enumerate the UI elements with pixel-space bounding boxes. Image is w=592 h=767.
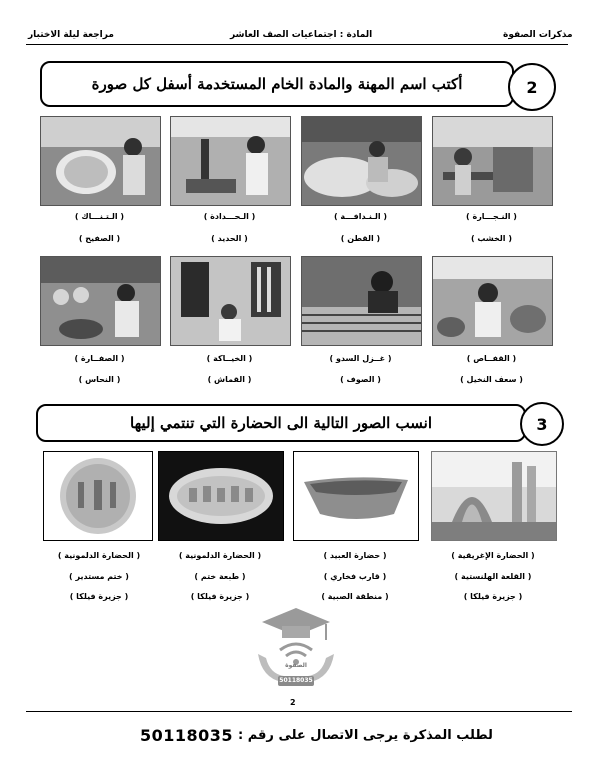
- photo-tailoring: [170, 256, 291, 346]
- caption-job-5: ( القفــاص ): [466, 354, 517, 363]
- caption-job-4: ( الـتـنـــاك ): [74, 212, 125, 221]
- q3-caption-3-artifact: ( طبعة ختم ): [194, 572, 246, 581]
- caption-material-8: ( النحاس ): [78, 375, 121, 384]
- photo-blacksmith: [170, 116, 291, 206]
- watermark-name: الصفوة: [285, 662, 307, 669]
- q2-title-banner: [40, 61, 514, 107]
- footer-phone: 50118035: [140, 726, 234, 745]
- page-number: 2: [290, 698, 296, 707]
- caption-material-4: ( الصفيح ): [78, 234, 121, 243]
- caption-material-5: ( سعف النخيل ): [460, 375, 523, 384]
- photo-cotton-carding: [301, 116, 422, 206]
- q3-caption-2-location: ( منطقة الصبية ): [321, 592, 389, 601]
- q3-caption-1-artifact: ( القلعة الهلنستية ): [454, 572, 532, 581]
- photo-carpentry: [432, 116, 553, 206]
- caption-job-1: ( النـجـــارة ): [466, 212, 517, 221]
- header-left: مراجعة ليلة الاختبار: [28, 30, 114, 40]
- q3-number-badge: [520, 402, 564, 446]
- q3-caption-4-civilization: ( الحضارة الدلمونية ): [57, 551, 141, 560]
- q3-number: 3: [536, 414, 548, 434]
- caption-job-3: ( الـحـــدادة ): [203, 212, 256, 221]
- q3-title: انسب الصور التالية الى الحضارة التي تنتمي إليها: [130, 414, 432, 432]
- caption-material-6: ( الصوف ): [340, 375, 381, 384]
- header-rule: [26, 44, 568, 45]
- artifact-seal-impression: [158, 451, 284, 541]
- photo-sadu-weaving: [301, 256, 422, 346]
- footer-rule: [26, 711, 572, 712]
- caption-job-2: ( الـنـدافـــة ): [333, 212, 388, 221]
- header-right: مذكرات الصفوة: [503, 30, 573, 40]
- q3-title-banner: [36, 404, 526, 442]
- photo-basket-weaving: [432, 256, 553, 346]
- q3-caption-2-artifact: ( قارب فخاري ): [323, 572, 387, 581]
- caption-job-7: ( الخيــاكة ): [206, 354, 253, 363]
- caption-material-1: ( الخشب ): [470, 234, 512, 243]
- q3-caption-1-location: ( جزيرة فيلكا ): [463, 592, 523, 601]
- q3-caption-2-civilization: ( حضارة العبيد ): [323, 551, 387, 560]
- caption-job-6: ( غــزل السدو ): [329, 354, 392, 363]
- artifact-hellenistic-fortress: [431, 451, 557, 541]
- q3-caption-4-location: ( جزيرة فيلكا ): [69, 592, 129, 601]
- watermark-phone: 50118035: [279, 677, 313, 684]
- caption-job-8: ( الصفــارة ): [74, 354, 125, 363]
- caption-material-7: ( القماش ): [207, 375, 252, 384]
- caption-material-2: ( القطن ): [340, 234, 381, 243]
- q3-caption-3-civilization: ( الحضارة الدلمونية ): [178, 551, 262, 560]
- artifact-round-seal: [43, 451, 153, 541]
- header-center: المادة : اجتماعيات الصف العاشر: [230, 30, 373, 40]
- caption-material-3: ( الحديد ): [211, 234, 248, 243]
- q3-caption-1-civilization: ( الحضارة الإغريقية ): [451, 551, 535, 560]
- watermark-logo: [252, 604, 340, 688]
- footer-text: لطلب المذكرة يرجى الاتصال على رقم :: [238, 728, 493, 743]
- photo-coppersmith: [40, 256, 161, 346]
- photo-tinsmith: [40, 116, 161, 206]
- q3-caption-4-artifact: ( ختم مستدير ): [69, 572, 129, 581]
- q2-number: 2: [526, 77, 538, 97]
- q2-title: أكتب اسم المهنة والمادة الخام المستخدمة أسفل كل صورة: [91, 75, 463, 93]
- q3-caption-3-location: ( جزيرة فيلكا ): [190, 592, 250, 601]
- q2-number-badge: [508, 63, 556, 111]
- artifact-pottery-boat: [293, 451, 419, 541]
